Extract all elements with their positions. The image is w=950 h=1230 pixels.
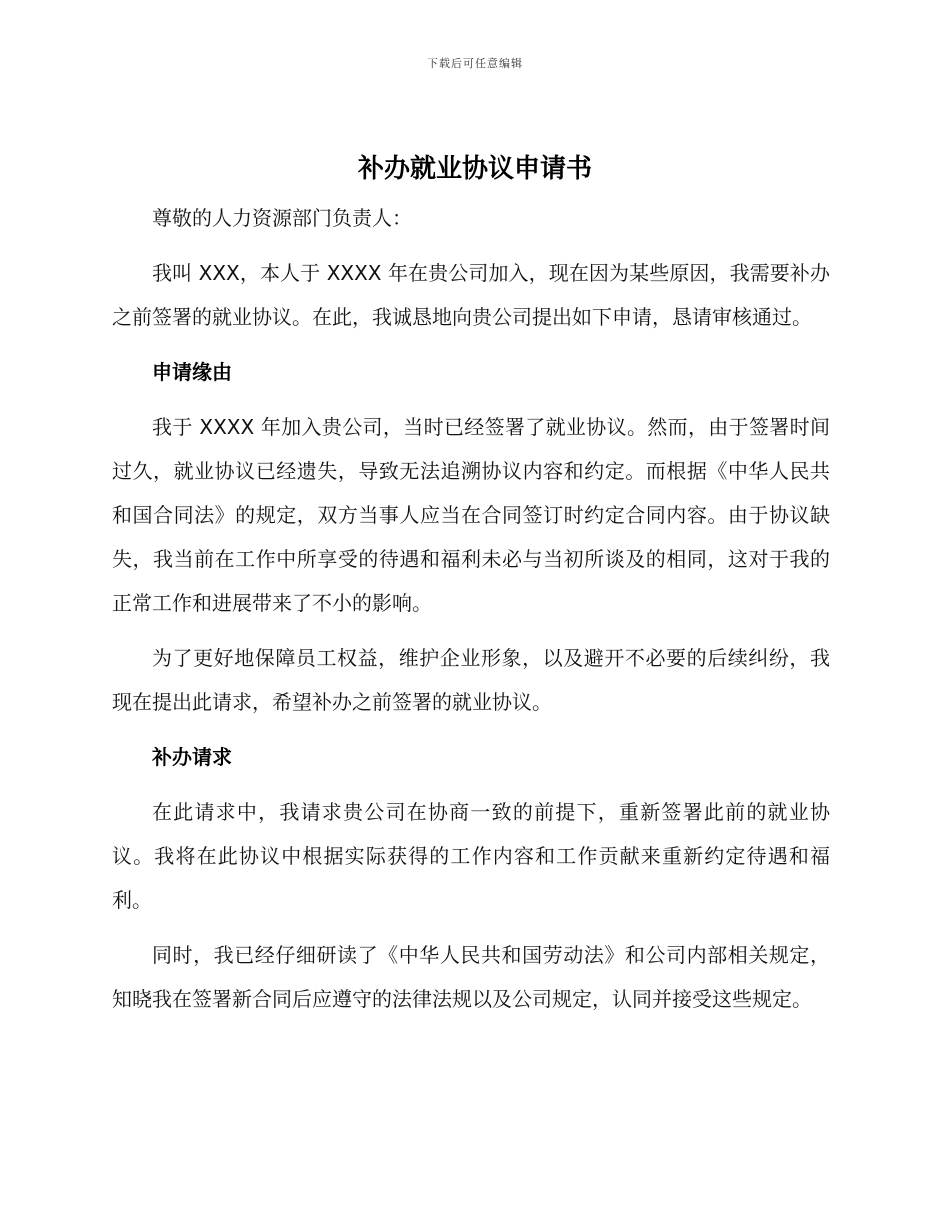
intro-paragraph: 我叫 XXX，本人于 XXXX 年在贵公司加入，现在因为某些原因，我需要补办之前签署的就业协议。在此，我诚恳地向贵公司提出如下申请，恳请审核通过。 — [112, 261, 830, 329]
section-heading-request: 补办请求 — [152, 745, 232, 769]
salutation: 尊敬的人力资源部门负责人： — [152, 206, 412, 230]
reason-paragraph-1: 我于 XXXX 年加入贵公司，当时已经签署了就业协议。然而，由于签署时间过久，就业协议已经遗失，导致无法追溯协议内容和约定。而根据《中华人民共和国合同法》的规定，双方当事人应当在合同签订时约定合同内容。由于协议缺失，我当前在工作中所享受的待遇和福利未必与当初所谈及的相同，这对于我的正常工作和进展带来了不小的影响。 — [112, 415, 830, 615]
request-paragraph-2: 同时，我已经仔细研读了《中华人民共和国劳动法》和公司内部相关规定，知晓我在签署新合同后应遵守的法律法规以及公司规定，认同并接受这些规定。 — [112, 943, 830, 1011]
request-paragraph-1: 在此请求中，我请求贵公司在协商一致的前提下，重新签署此前的就业协议。我将在此协议中根据实际获得的工作内容和工作贡献来重新约定待遇和福利。 — [112, 800, 830, 912]
reason-paragraph-2: 为了更好地保障员工权益，维护企业形象，以及避开不必要的后续纠纷，我现在提出此请求，希望补办之前签署的就业协议。 — [112, 646, 830, 714]
document-body — [112, 196, 830, 1032]
header-note: 下载后可任意编辑 — [427, 57, 523, 70]
section-heading-reason: 申请缘由 — [152, 360, 232, 384]
document-title: 补办就业协议申请书 — [357, 154, 592, 184]
